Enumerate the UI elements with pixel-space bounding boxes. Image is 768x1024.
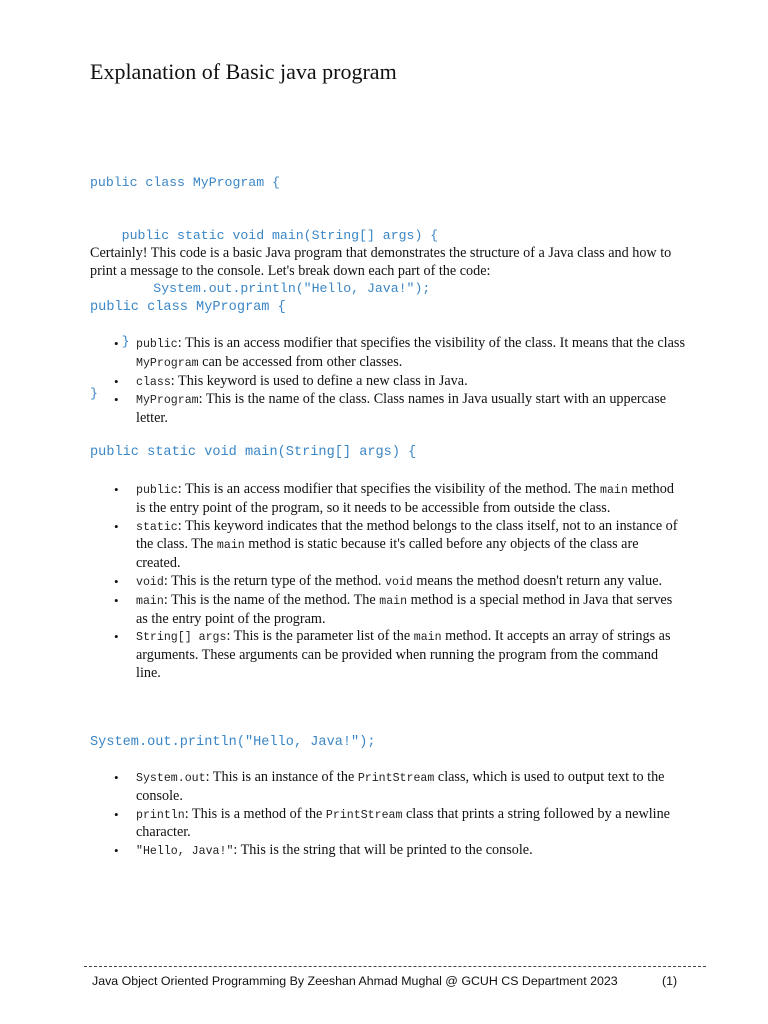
code-line: public class MyProgram {	[90, 175, 280, 191]
list-item: • class: This keyword is used to define a new class in Java.	[136, 373, 686, 392]
inline-code: main	[413, 631, 442, 645]
code-line: public static void main(String[] args) {	[90, 227, 439, 243]
term-code: System.out	[136, 772, 206, 785]
term-code: public	[136, 338, 178, 351]
inline-code: PrintStream	[325, 808, 403, 822]
term-code: "Hello, Java!"	[136, 845, 234, 859]
term-code: void	[136, 575, 164, 589]
term-code: static	[136, 520, 178, 534]
list-item: • public: This is an access modifier that specifies the visibility of the method. The main method is the entry point of the program, so it needs to be accessible from outside the class.	[136, 481, 686, 518]
list-item: • void: This is the return type of the method. void means the method doesn't return any value.	[136, 573, 686, 592]
section-heading-class: public class MyProgram {	[90, 300, 286, 315]
inline-code: PrintStream	[357, 772, 435, 785]
bullet-list-println	[136, 769, 686, 861]
bullet-list-main	[136, 481, 686, 683]
list-item: • static: This keyword indicates that the method belongs to the class itself, not to an instance of the class. The main method is static because it's called before any objects of the class are created.	[136, 518, 686, 573]
term-code: class	[136, 375, 171, 389]
page-title: Explanation of Basic java program	[90, 59, 397, 84]
section-heading-println: System.out.println("Hello, Java!");	[90, 735, 376, 750]
footer-divider	[84, 966, 706, 967]
inline-code: MyProgram	[136, 356, 199, 370]
footer-text: Java Object Oriented Programming By Zeeshan Ahmad Mughal @ GCUH CS Department 2023	[92, 974, 618, 988]
inline-code: main	[600, 484, 628, 497]
list-item: • main: This is the name of the method. The main method is a special method in Java that serves as the entry point of the program.	[136, 592, 686, 629]
inline-code: void	[385, 575, 413, 589]
code-line: }	[90, 333, 130, 349]
list-item: • public: This is an access modifier that specifies the visibility of the class. It means that the class MyProgram can be accessed from other classes.	[136, 335, 686, 373]
code-line: System.out.println("Hello, Java!");	[90, 280, 431, 296]
list-item: • println: This is a method of the PrintStream class that prints a string followed by a newline character.	[136, 806, 686, 843]
inline-code: main	[216, 539, 245, 553]
section-heading-main: public static void main(String[] args) {	[90, 445, 417, 460]
inline-code: main	[379, 594, 408, 608]
list-item: • MyProgram: This is the name of the class. Class names in Java usually start with an uppercase letter.	[136, 391, 686, 428]
footer-page-number: (1)	[662, 974, 678, 988]
list-item: • System.out: This is an instance of the PrintStream class, which is used to output text to the console.	[136, 769, 686, 806]
intro-paragraph: Certainly! This code is a basic Java program that demonstrates the structure of a Java class and how to print a message to the console. Let's break down each part of the code:	[90, 245, 672, 279]
term-code: main	[136, 594, 164, 608]
term-code: MyProgram	[136, 394, 199, 408]
list-item: • "Hello, Java!": This is the string that will be printed to the console.	[136, 842, 686, 861]
code-line: }	[90, 386, 98, 402]
bullet-list-class	[136, 335, 686, 428]
term-code: public	[136, 484, 178, 497]
term-code: String[] args	[136, 631, 227, 645]
term-code: println	[136, 808, 185, 822]
list-item: • String[] args: This is the parameter list of the main method. It accepts an array of strings as arguments. These arguments can be provided when running the program from the command line.	[136, 628, 686, 682]
